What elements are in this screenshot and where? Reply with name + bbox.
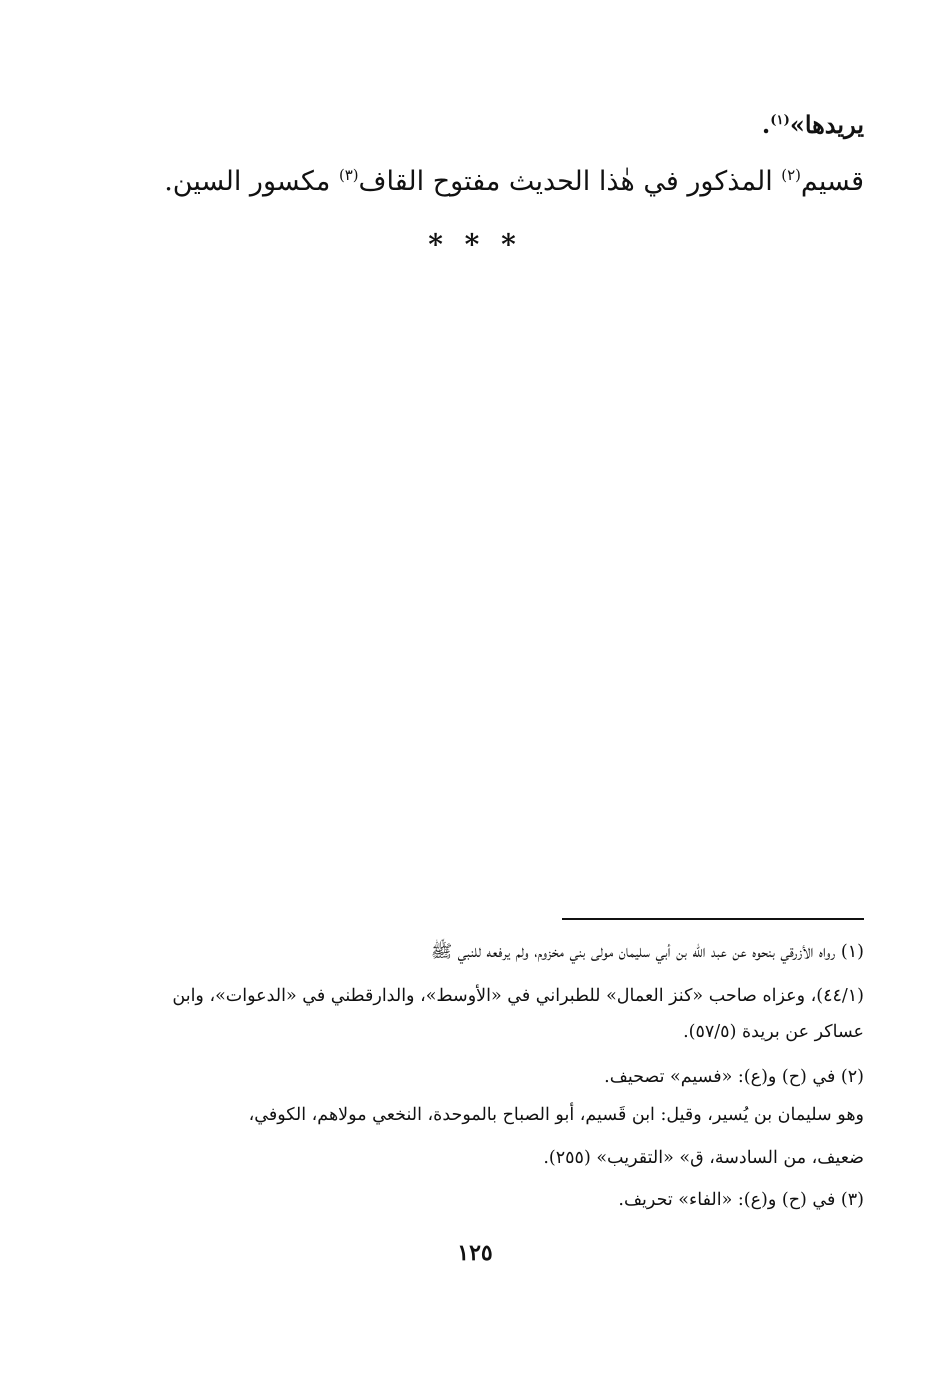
page-number: ١٢٥ — [457, 1240, 493, 1266]
body-text: المذكور في هٰذا الحديث مفتوح القاف — [358, 166, 782, 197]
footnote-2: (٢) في (ح) و(ع): «فسيم» تصحيف. — [604, 1067, 864, 1087]
footnote-ref: (٢) — [781, 166, 801, 184]
footnote-1-line-3: عساكر عن بريدة (٥٧/٥). — [683, 1022, 864, 1042]
body-text: يريدها» — [789, 110, 864, 139]
footnote-ref: (٣) — [338, 166, 359, 184]
footnote-1-line-1: (١) رواه الأزرقي بنحوه عن عبد الله بن أبي سليمان مولى بني مخزوم، ولم يرفعه للنبي ﷺ — [430, 942, 864, 962]
body-text: قسيم — [800, 166, 864, 197]
body-line-top — [762, 110, 864, 139]
footnote-ref: (١) — [770, 113, 790, 128]
footnote-2-continuation-line-2: ضعيف، من السادسة، ق» «التقريب» (٢٥٥). — [543, 1148, 864, 1168]
body-text: . — [761, 110, 771, 139]
body-text: مكسور السين. — [164, 166, 339, 197]
footnote-1-line-2: (٤٤/١)، وعزاه صاحب «كنز العمال» للطبراني في «الأوسط»، والدارقطني في «الدعوات»، وابن — [172, 986, 864, 1006]
footnote-3: (٣) في (ح) و(ع): «الفاء» تحريف. — [618, 1190, 864, 1210]
footnote-divider — [562, 918, 864, 920]
footnote-2-continuation-line-1: وهو سليمان بن يُسير، وقيل: ابن قَسيم، أبو الصباح بالموحدة، النخعي مولاهم، الكوفي، — [248, 1105, 864, 1125]
body-line-main — [164, 166, 864, 197]
section-separator: * * * — [428, 228, 522, 261]
